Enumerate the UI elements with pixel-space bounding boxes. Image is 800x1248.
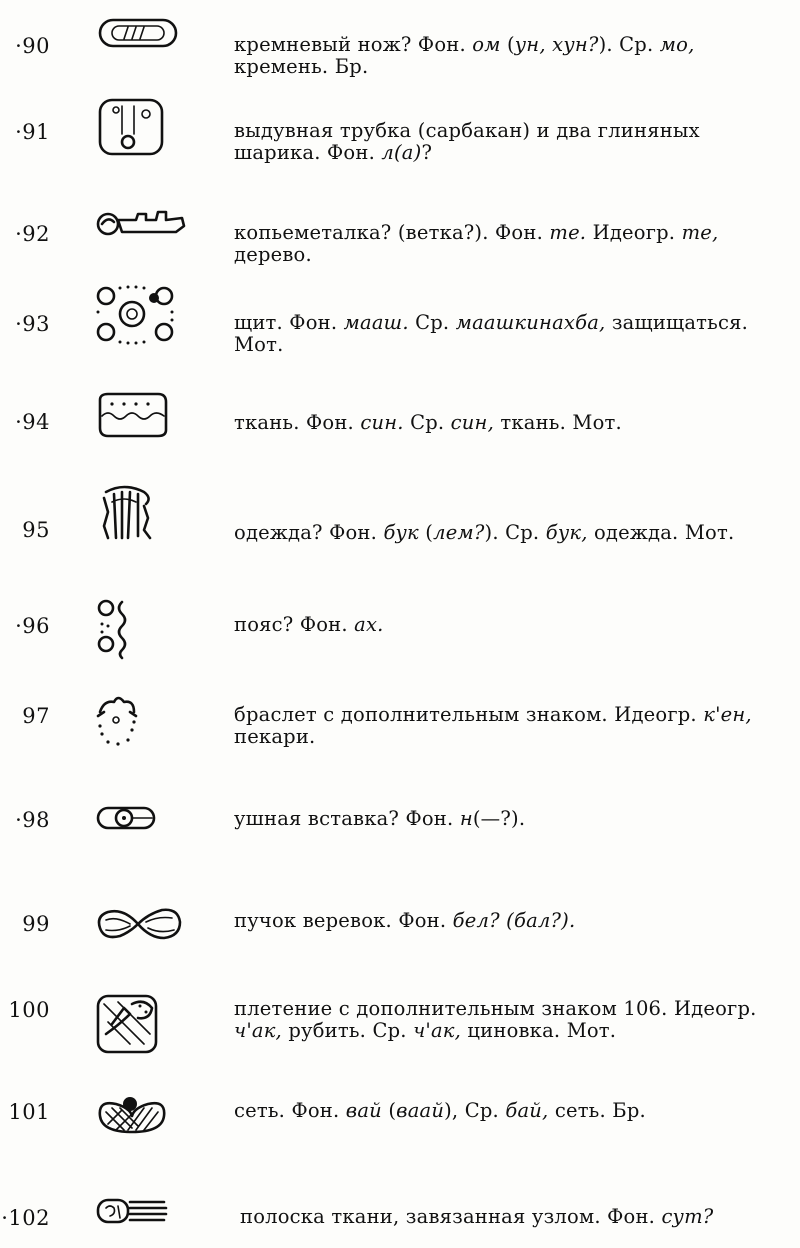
p0: пучок веревок. Фон. [234,909,453,932]
spear-thrower-glyph-icon [94,206,190,240]
net-glyph-icon [94,1094,190,1136]
p1: сут? [661,1205,714,1228]
bracelet-glyph-icon [94,694,190,752]
p2: Ср. [408,311,456,334]
belt-glyph-icon [94,598,190,660]
p2: ( [381,1099,397,1122]
p2: ( [500,33,515,56]
p1: син. [360,411,404,434]
ear-ornament-glyph-icon [94,804,190,834]
p4: ), Ср. [444,1099,506,1122]
p1: н [459,807,473,830]
rope-bundle-glyph-icon [94,904,190,944]
p1: ч'ак, [234,1019,282,1042]
p0: полоска ткани, завязанная узлом. Фон. [240,1205,662,1228]
p0: ушная вставка? Фон. [234,807,460,830]
entry-description [234,808,790,830]
p2: пекари. [234,725,316,748]
p2: (—?). [472,807,526,830]
p3: лем? [433,521,485,544]
p6: сеть. Бр. [548,1099,646,1122]
p2: ( [418,521,434,544]
p4: ). Ср. [484,521,546,544]
p6: одежда. Мот. [587,521,735,544]
p3: маашкинахба, [455,311,606,334]
p3: син, [450,411,494,434]
p0: выдувная трубка (сарбакан) и два глиняных шарика. Фон. [234,119,700,164]
entry-description [234,412,790,434]
entry-number: ·98 [15,808,50,832]
p0: кремневый нож? Фон. [234,33,473,56]
entry-description [234,1100,790,1122]
p2: ? [421,141,433,164]
p5: мо, [659,33,695,56]
entry-description [234,312,790,356]
p1: мааш. [343,311,409,334]
p0: ткань. Фон. [234,411,361,434]
p1: бел? (бал?). [452,909,576,932]
entry-number: ·96 [15,614,50,638]
p5: бук, [545,521,588,544]
entry-description [240,1206,796,1228]
flint-knife-glyph-icon [94,16,190,52]
p1: ах. [354,613,384,636]
entry-description [234,614,790,636]
p4: дерево. [234,243,312,266]
p0: одежда? Фон. [234,521,384,544]
p1: вай [345,1099,382,1122]
entry-description [234,998,790,1042]
entry-number: ·92 [15,222,50,246]
p1: бук [383,521,419,544]
entry-number: ·94 [15,410,50,434]
p4: ткань. Мот. [494,411,622,434]
entry-number: 95 [22,518,50,542]
entry-number: 100 [8,998,50,1022]
p3: ч'ак, [413,1019,462,1042]
blowgun-glyph-icon [94,96,190,158]
p5: бай, [505,1099,549,1122]
p0: копьеметалка? (ветка?). Фон. [234,221,550,244]
entry-number: 97 [22,704,50,728]
entry-number: ·93 [15,312,50,336]
p0: браслет с дополнительным знаком. Идеогр. [234,703,704,726]
p2: Ср. [403,411,451,434]
p3: те, [681,221,719,244]
p2: рубить. Ср. [281,1019,414,1042]
p1: л(а) [381,141,422,164]
p4: ). Ср. [598,33,660,56]
p0: плетение с дополнительным знаком 106. Идеогр. [234,997,757,1020]
p1: к'ен, [703,703,752,726]
p1: те. [549,221,587,244]
entry-number: 101 [8,1100,50,1124]
entry-number: ·102 [1,1206,50,1230]
entry-number: 99 [22,912,50,936]
entry-description [234,222,790,266]
entry-number: ·91 [15,120,50,144]
p1: ом [472,33,501,56]
p3: ун, хун? [514,33,599,56]
p3: ваай [396,1099,445,1122]
p0: сеть. Фон. [234,1099,346,1122]
p6: кремень. Бр. [234,55,369,78]
p2: Идеогр. [586,221,682,244]
p0: щит. Фон. [234,311,344,334]
cloth-glyph-icon [94,390,190,440]
entry-description [234,704,790,748]
shield-glyph-icon [94,284,190,346]
p4: защищаться. Мот. [234,311,749,356]
entry-description [234,910,790,932]
weaving-glyph-icon [94,994,190,1054]
entry-number: ·90 [15,34,50,58]
entry-description [234,522,790,544]
p4: циновка. Мот. [461,1019,617,1042]
entry-description [234,120,790,164]
entry-description [234,34,790,78]
p0: пояс? Фон. [234,613,355,636]
clothing-glyph-icon [94,484,190,544]
cloth-strip-glyph-icon [94,1194,190,1228]
